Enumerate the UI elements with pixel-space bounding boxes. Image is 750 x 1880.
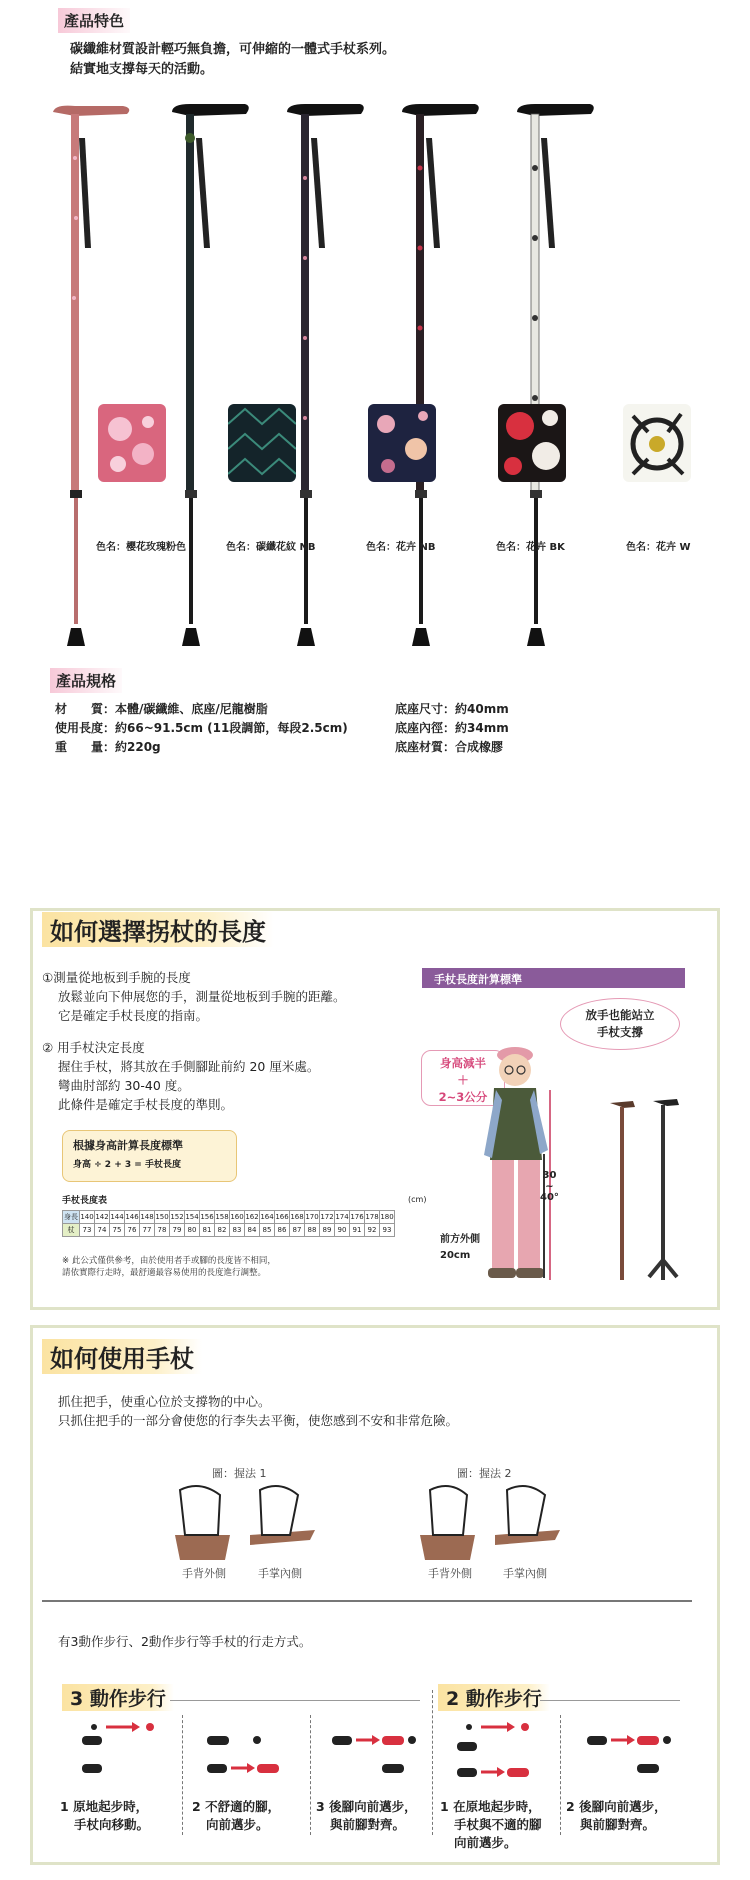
walk-intro: 有3動作步行、2動作步行等手杖的行走方式。 — [58, 1634, 312, 1649]
use-line1: 抓住把手，使重心位於支撐物的中心。 — [58, 1394, 271, 1409]
spec-base-inner: 底座內徑：約34mm — [395, 721, 509, 735]
step2-2-number: 2 — [566, 1799, 575, 1814]
three-step-title: 3 動作步行 — [62, 1684, 174, 1711]
table-height-cell: 164 — [260, 1211, 275, 1224]
features-line-1: 碳纖維材質設計輕巧無負擔，可伸縮的一體式手杖系列。 — [70, 42, 396, 57]
table-cane-cell: 79 — [170, 1224, 185, 1237]
table-height-cell: 150 — [155, 1211, 170, 1224]
formula-line3: 2~3公分 — [438, 1090, 488, 1104]
two-step-title: 2 動作步行 — [438, 1684, 550, 1711]
features-title: 產品特色 — [58, 8, 130, 33]
table-height-cell: 166 — [275, 1211, 290, 1224]
table-cane-cell: 85 — [260, 1224, 275, 1237]
angle-line2: ~ — [545, 1181, 554, 1192]
color-label-carbon: 色名：碳纖花紋 NB — [226, 542, 316, 553]
specs-title: 產品規格 — [50, 668, 122, 693]
table-cane-cell: 76 — [125, 1224, 140, 1237]
step2-2-text — [566, 1798, 667, 1834]
footprint-3step-3 — [330, 1722, 420, 1792]
table-cane-cell: 87 — [290, 1224, 305, 1237]
front-line2: 20cm — [440, 1250, 471, 1261]
spec-base-size: 底座尺寸：約40mm — [395, 702, 509, 716]
step2-1-line2: 手杖與不適的腳 — [454, 1817, 542, 1832]
table-height-cell: 162 — [245, 1211, 260, 1224]
formula-note — [62, 1255, 276, 1279]
swatch-carbon — [228, 404, 296, 482]
table-height-cell: 180 — [380, 1211, 395, 1224]
footprint-3step-1 — [80, 1722, 170, 1792]
table-cane-cell: 73 — [80, 1224, 95, 1237]
step1-line2: 它是確定手杖長度的指南。 — [58, 1008, 209, 1023]
note-line1: ※ 此公式僅供參考，由於使用者手或腳的長度皆不相同， — [62, 1256, 276, 1266]
table-unit: (cm) — [408, 1195, 427, 1204]
step3-1-number: 1 — [60, 1799, 69, 1814]
front-line1: 前方外側 — [440, 1234, 480, 1245]
step2-title: ② 用手杖決定長度 — [42, 1040, 145, 1055]
elderly-man-illustration — [470, 1030, 570, 1295]
step3-2-line1: 不舒適的腳， — [205, 1799, 281, 1814]
grip1-palm-label: 手掌內側 — [258, 1567, 302, 1580]
table-height-cell: 160 — [230, 1211, 245, 1224]
table-height-cell: 156 — [200, 1211, 215, 1224]
step-separator-3 — [432, 1690, 433, 1835]
table-cane-cell: 84 — [245, 1224, 260, 1237]
table-height-cell: 140 — [80, 1211, 95, 1224]
table-cane-cell: 92 — [365, 1224, 380, 1237]
features-intro — [70, 40, 395, 80]
three-step-line — [170, 1700, 420, 1701]
table-cane-cell: 88 — [305, 1224, 320, 1237]
color-label-floral-bk: 色名：花卉 BK — [496, 542, 565, 553]
table-height-cell: 174 — [335, 1211, 350, 1224]
table-height-cell: 144 — [110, 1211, 125, 1224]
table-cane-cell: 83 — [230, 1224, 245, 1237]
step3-1-line2: 手杖向移動。 — [74, 1817, 150, 1832]
calc-title: 根據身高計算長度標準 — [73, 1139, 183, 1152]
step2-1-text — [440, 1798, 542, 1852]
length-table — [62, 1210, 395, 1237]
grip1-title: 圖：握法 1 — [212, 1467, 267, 1480]
calc-box — [62, 1130, 237, 1182]
step2-2-line2: 與前腳對齊。 — [580, 1817, 656, 1832]
grip2-palm-label: 手掌內側 — [503, 1567, 547, 1580]
step3-1-line1: 原地起步時， — [73, 1799, 149, 1814]
grip2-back-label: 手背外側 — [428, 1567, 472, 1580]
table-height-cell: 146 — [125, 1211, 140, 1224]
table-height-cell: 176 — [350, 1211, 365, 1224]
divider — [42, 1600, 692, 1602]
step2-line1: 握住手杖，將其放在手側腳趾前約 20 厘米處。 — [58, 1059, 320, 1074]
step2-1-number: 1 — [440, 1799, 449, 1814]
table-height-cell: 142 — [95, 1211, 110, 1224]
step3-1-text — [60, 1798, 149, 1834]
table-height-cell: 170 — [305, 1211, 320, 1224]
swatch-sakura — [98, 404, 166, 482]
table-height-label: 身長 — [63, 1211, 80, 1224]
step3-3-number: 3 — [316, 1799, 325, 1814]
step3-3-text — [316, 1798, 417, 1834]
standing-bubble — [560, 998, 680, 1050]
swatch-floral-bk — [498, 404, 566, 482]
table-cane-cell: 91 — [350, 1224, 365, 1237]
elbow-angle-label — [540, 1170, 559, 1203]
table-cane-cell: 93 — [380, 1224, 395, 1237]
spec-material: 材 質：本體/碳纖維、底座/尼龍樹脂 — [55, 702, 268, 716]
grip1-illustration — [170, 1480, 320, 1560]
table-height-cell: 158 — [215, 1211, 230, 1224]
grip2-illustration — [415, 1480, 565, 1560]
step2-line3: 此條件是確定手杖長度的準則。 — [58, 1097, 234, 1112]
step3-2-text — [192, 1798, 280, 1834]
cane-floral-nb-image — [275, 98, 370, 658]
cane-floral-w-image — [505, 98, 600, 658]
canes-illustration — [605, 1095, 685, 1285]
grip2-title: 圖：握法 2 — [457, 1467, 512, 1480]
table-height-cell: 152 — [170, 1211, 185, 1224]
table-cane-cell: 74 — [95, 1224, 110, 1237]
table-height-cell: 154 — [185, 1211, 200, 1224]
spec-weight: 重 量：約220g — [55, 740, 161, 754]
step2-line2: 彎曲肘部約 30-40 度。 — [58, 1078, 190, 1093]
step-separator-1 — [182, 1715, 183, 1835]
formula-line2: ＋ — [457, 1073, 469, 1087]
step1-title: ①測量從地板到手腕的長度 — [42, 970, 191, 985]
features-line-2: 結實地支撐每天的活動。 — [70, 62, 214, 77]
grip1-back-label: 手背外側 — [182, 1567, 226, 1580]
step3-3-line1: 後腳向前邁步， — [329, 1799, 417, 1814]
spec-base-material: 底座材質：合成橡膠 — [395, 740, 504, 754]
table-height-cell: 178 — [365, 1211, 380, 1224]
footprint-3step-2 — [205, 1722, 295, 1792]
table-cane-cell: 77 — [140, 1224, 155, 1237]
swatch-floral-nb — [368, 404, 436, 482]
footprint-2step-2 — [585, 1722, 675, 1792]
table-cane-cell: 75 — [110, 1224, 125, 1237]
angle-line3: 40° — [540, 1192, 559, 1203]
table-cane-cell: 81 — [200, 1224, 215, 1237]
cane-floral-bk-image — [390, 98, 485, 658]
footprint-2step-1 — [455, 1722, 545, 1792]
formula-line1: 身高減半 — [440, 1056, 486, 1070]
table-height-cell: 148 — [140, 1211, 155, 1224]
table-cane-cell: 78 — [155, 1224, 170, 1237]
calc-formula: 身高 ÷ 2 + 3 = 手杖長度 — [73, 1160, 181, 1170]
spec-length: 使用長度：約66~91.5cm (11段調節，每段2.5cm) — [55, 721, 348, 735]
standard-bar: 手杖長度計算標準 — [422, 968, 685, 988]
table-height-cell: 168 — [290, 1211, 305, 1224]
color-label-floral-w: 色名：花卉 W — [626, 542, 691, 553]
angle-line1: 30 — [542, 1170, 557, 1181]
front-distance-label — [440, 1232, 480, 1264]
step1-line1: 放鬆並向下伸展您的手，測量從地板到手腕的距離。 — [58, 989, 346, 1004]
use-panel-title: 如何使用手杖 — [42, 1339, 202, 1374]
bubble-line1: 放手也能站立 — [585, 1008, 655, 1022]
length-panel-title: 如何選擇拐杖的長度 — [42, 912, 274, 947]
table-cane-label: 杖 — [63, 1224, 80, 1237]
table-title: 手杖長度表 — [62, 1196, 108, 1206]
color-label-sakura: 色名：櫻花玫瑰粉色 — [96, 542, 186, 553]
table-cane-cell: 80 — [185, 1224, 200, 1237]
swatch-floral-w — [623, 404, 691, 482]
cane-pink-image — [45, 98, 140, 658]
step-separator-2 — [310, 1715, 311, 1835]
step3-2-number: 2 — [192, 1799, 201, 1814]
bubble-line2: 手杖支撐 — [597, 1025, 643, 1039]
two-step-line — [540, 1700, 680, 1701]
note-line2: 請依實際行走時，最舒適最容易使用的長度進行調整。 — [62, 1268, 267, 1278]
cane-carbon-image — [160, 98, 255, 658]
table-cane-cell: 82 — [215, 1224, 230, 1237]
step3-3-line2: 與前腳對齊。 — [330, 1817, 406, 1832]
table-height-cell: 172 — [320, 1211, 335, 1224]
step2-1-line3: 向前邁步。 — [454, 1835, 517, 1850]
step3-2-line2: 向前邁步。 — [206, 1817, 269, 1832]
step2-1-line1: 在原地起步時， — [453, 1799, 541, 1814]
step2-2-line1: 後腳向前邁步， — [579, 1799, 667, 1814]
table-cane-cell: 86 — [275, 1224, 290, 1237]
table-cane-cell: 90 — [335, 1224, 350, 1237]
color-label-floral-nb: 色名：花卉 NB — [366, 542, 436, 553]
use-line2: 只抓住把手的一部分會使您的行李失去平衡，使您感到不安和非常危險。 — [58, 1413, 459, 1428]
table-cane-cell: 89 — [320, 1224, 335, 1237]
step-separator-4 — [560, 1715, 561, 1835]
